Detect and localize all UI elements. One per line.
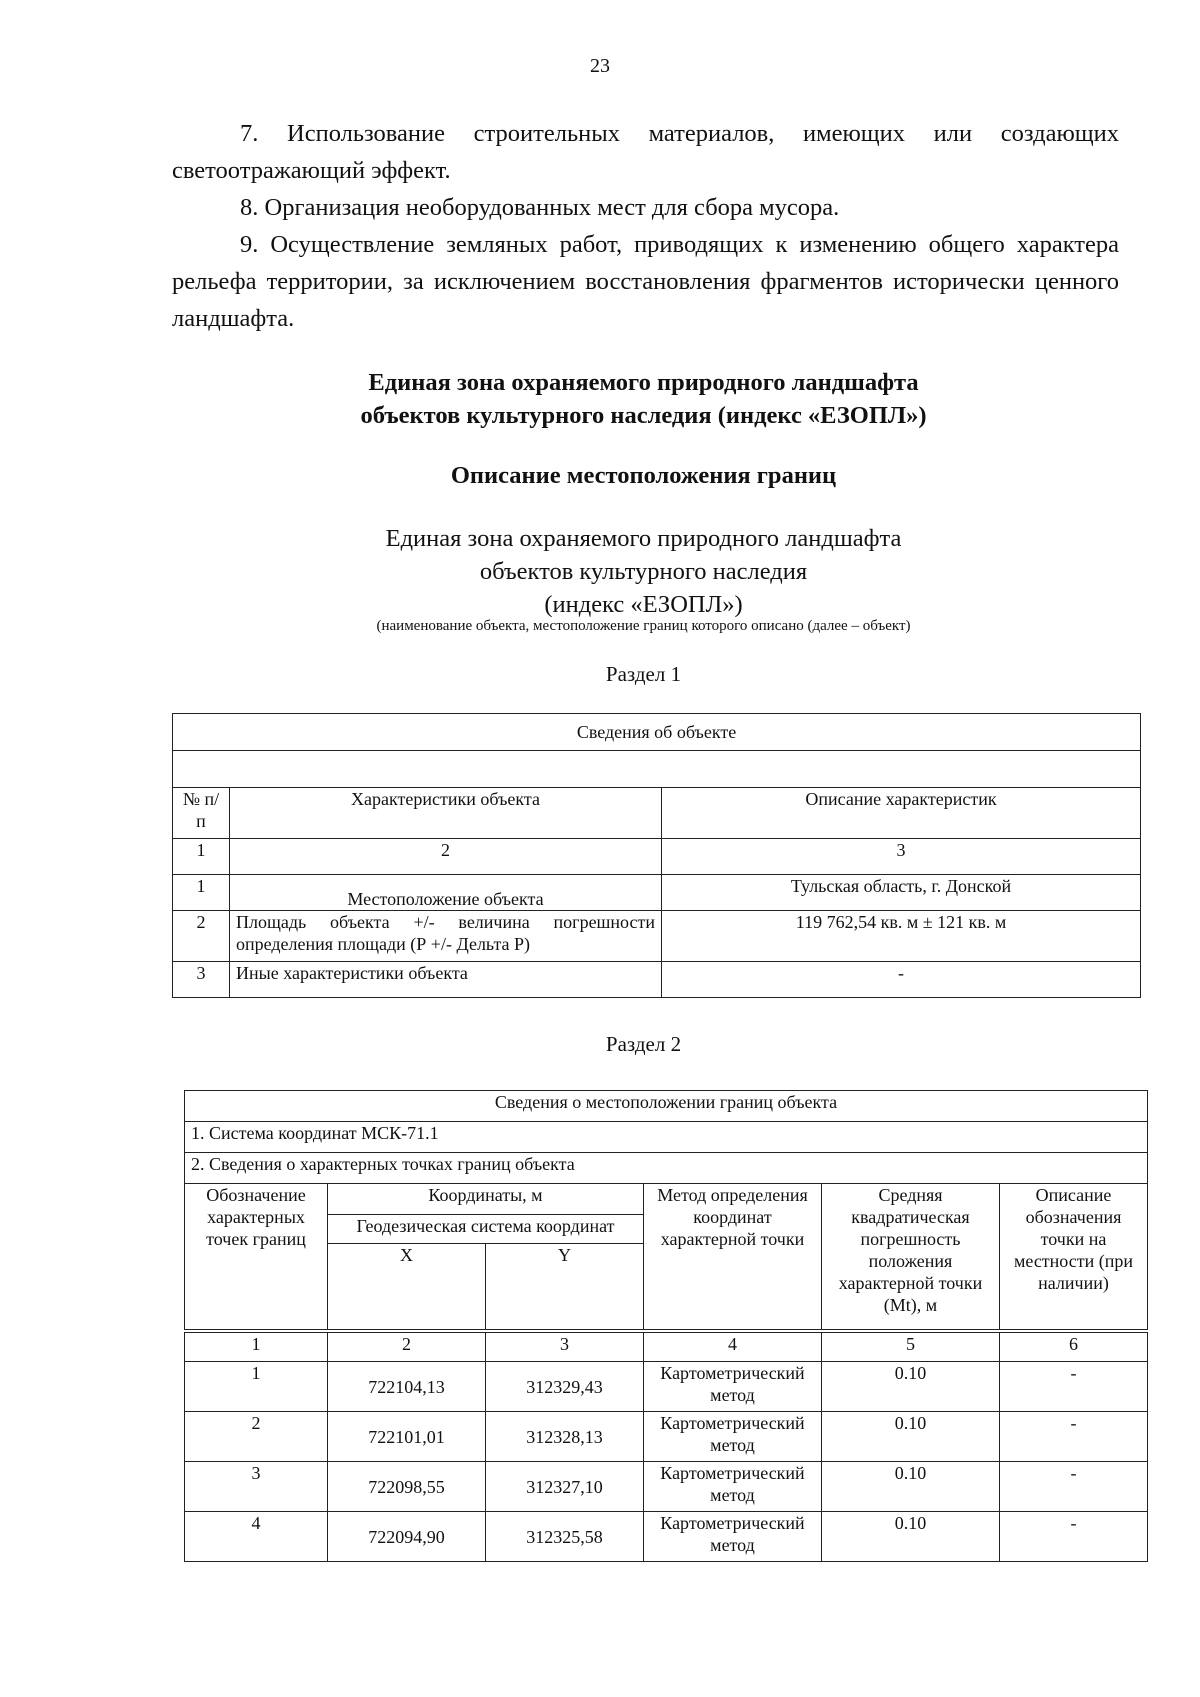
mean-error: 0.10 <box>822 1512 1000 1562</box>
table-row <box>173 875 1141 911</box>
table-row <box>185 1362 1148 1412</box>
coordinate-y: 312325,58 <box>486 1512 644 1562</box>
column-index: 1 <box>185 1331 328 1362</box>
coordinate-y: 312329,43 <box>486 1362 644 1412</box>
paragraph: 9. Осуществление земляных работ, приводящих к изменению общего характера рельефа территории, за исключением восстановления фрагментов исторически ценного ландшафта. <box>172 231 1119 332</box>
coordinate-x: 722104,13 <box>328 1362 486 1412</box>
page-number: 23 <box>590 55 610 77</box>
point-description: - <box>1000 1412 1148 1462</box>
section-heading <box>0 366 1200 432</box>
point-description: - <box>1000 1512 1148 1562</box>
column-header-characteristic: Характеристики объекта <box>230 788 662 839</box>
column-header-description: Описание характеристик <box>662 788 1141 839</box>
object-name-line-2: объектов культурного наследия <box>479 558 808 585</box>
points-section-title: 2. Сведения о характерных точках границ объекта <box>185 1153 1148 1184</box>
column-header-description: Описание обозначения точки на местности (при наличии) <box>1000 1184 1148 1331</box>
mean-error: 0.10 <box>822 1462 1000 1512</box>
table-row <box>173 911 1141 962</box>
table-row <box>185 1512 1148 1562</box>
coordinate-x: 722094,90 <box>328 1512 486 1562</box>
column-index: 3 <box>486 1331 644 1362</box>
column-header-number: № п/п <box>173 788 230 839</box>
method: Картометрический метод <box>644 1462 822 1512</box>
subheading: Описание местоположения границ <box>450 462 837 489</box>
column-index: 6 <box>1000 1331 1148 1362</box>
column-index: 5 <box>822 1331 1000 1362</box>
coordinate-y: 312328,13 <box>486 1412 644 1462</box>
object-caption: (наименование объекта, местоположение границ которого описано (далее – объект) <box>376 618 911 634</box>
empty-row <box>173 751 1141 788</box>
section-2-label: Раздел 2 <box>605 1032 682 1056</box>
row-characteristic: Иные характеристики объекта <box>230 962 662 998</box>
coordinate-x: 722101,01 <box>328 1412 486 1462</box>
row-characteristic: Местоположение объекта <box>230 875 662 911</box>
coordinate-y: 312327,10 <box>486 1462 644 1512</box>
column-header-geodetic: Геодезическая система координат <box>328 1215 644 1244</box>
body-text <box>172 115 1119 337</box>
point-id: 4 <box>185 1512 328 1562</box>
table-row <box>173 962 1141 998</box>
row-description: Тульская область, г. Донской <box>662 875 1141 911</box>
method: Картометрический метод <box>644 1362 822 1412</box>
boundary-points-table <box>184 1090 1148 1562</box>
row-description: - <box>662 962 1141 998</box>
row-number: 1 <box>173 875 230 911</box>
row-number: 3 <box>173 962 230 998</box>
point-id: 2 <box>185 1412 328 1462</box>
object-name <box>0 522 1200 621</box>
paragraph: 8. Организация необорудованных мест для сбора мусора. <box>240 194 840 221</box>
coordinate-system: 1. Система координат МСК-71.1 <box>185 1122 1148 1153</box>
point-description: - <box>1000 1362 1148 1412</box>
mean-error: 0.10 <box>822 1362 1000 1412</box>
column-index: 4 <box>644 1331 822 1362</box>
heading-line-1: Единая зона охраняемого природного ландшафта <box>368 369 919 396</box>
table-row <box>185 1412 1148 1462</box>
object-name-line-1: Единая зона охраняемого природного ландшафта <box>385 525 902 552</box>
coordinate-x: 722098,55 <box>328 1462 486 1512</box>
table-title: Сведения о местоположении границ объекта <box>185 1091 1148 1122</box>
method: Картометрический метод <box>644 1412 822 1462</box>
column-header-point: Обозначение характерных точек границ <box>185 1184 328 1331</box>
point-id: 3 <box>185 1462 328 1512</box>
column-header-y: Y <box>486 1244 644 1331</box>
method: Картометрический метод <box>644 1512 822 1562</box>
column-header-error: Средняя квадратическая погрешность положения характерной точки (Mt), м <box>822 1184 1000 1331</box>
row-description: 119 762,54 кв. м ± 121 кв. м <box>662 911 1141 962</box>
column-index: 2 <box>230 839 662 875</box>
column-header-coordinates: Координаты, м <box>328 1184 644 1215</box>
column-index: 3 <box>662 839 1141 875</box>
section-1-label: Раздел 1 <box>605 662 682 686</box>
point-description: - <box>1000 1462 1148 1512</box>
row-number: 2 <box>173 911 230 962</box>
point-id: 1 <box>185 1362 328 1412</box>
column-index: 1 <box>173 839 230 875</box>
table-title: Сведения об объекте <box>173 714 1141 751</box>
heading-line-2: объектов культурного наследия (индекс «ЕЗОПЛ») <box>360 402 927 429</box>
column-header-x: X <box>328 1244 486 1331</box>
mean-error: 0.10 <box>822 1412 1000 1462</box>
object-name-line-3: (индекс «ЕЗОПЛ») <box>544 591 743 618</box>
column-index: 2 <box>328 1331 486 1362</box>
row-characteristic: Площадь объекта +/- величина погрешности определения площади (Р +/- Дельта Р) <box>230 911 662 962</box>
object-info-table <box>172 713 1141 998</box>
table-row <box>185 1462 1148 1512</box>
column-header-method: Метод определения координат характерной точки <box>644 1184 822 1331</box>
paragraph: 7. Использование строительных материалов, имеющих или создающих светоотражающий эффект. <box>172 120 1119 184</box>
